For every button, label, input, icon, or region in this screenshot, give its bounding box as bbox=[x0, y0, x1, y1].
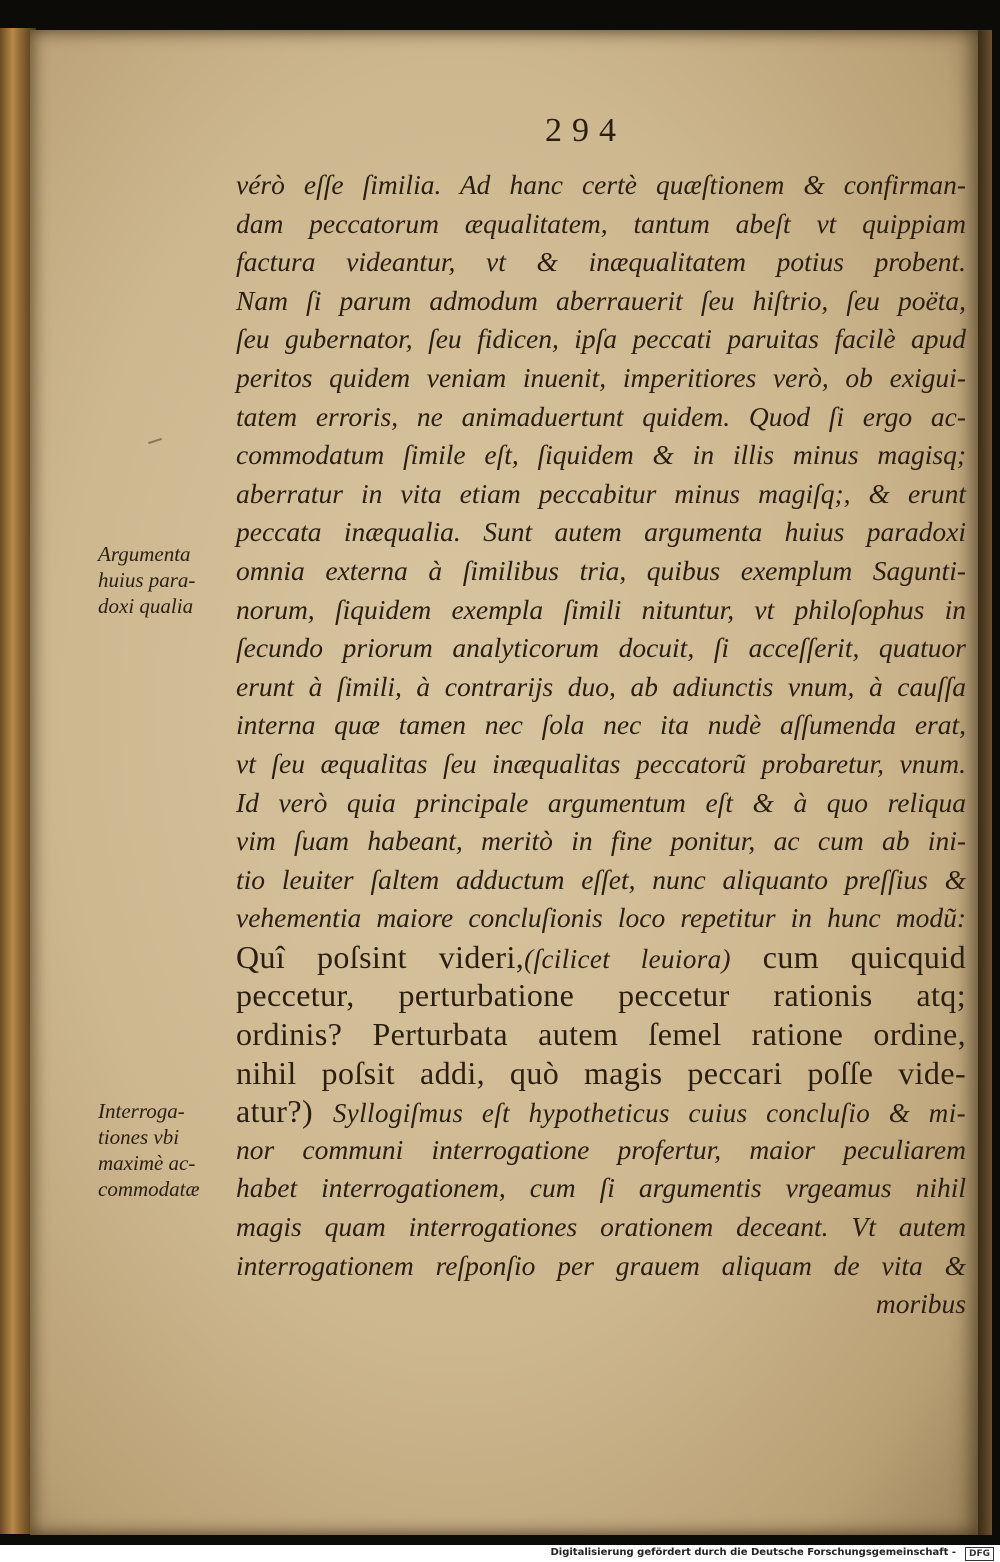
footer-credit: Digitalisierung gefördert durch die Deutsche Forschungsgemeinschaft - bbox=[550, 1547, 956, 1558]
margin-note-line: commodatæ bbox=[98, 1177, 200, 1201]
text-line: nor communi interrogatione profertur, maior peculiarem bbox=[236, 1133, 966, 1165]
text-line: vehementia maiore concluſionis loco repetitur in hunc modũ: bbox=[236, 902, 966, 934]
text-line: ſeu gubernator, ſeu fidicen, ipſa peccati paruitas facilè apud bbox=[236, 323, 966, 355]
text-line: omnia externa à ſimilibus tria, quibus exemplum Sagunti- bbox=[236, 554, 966, 586]
text-line: commodatum ſimile eſt, ſiquidem & in illis minus magisq; bbox=[236, 439, 966, 471]
text-line: magis quam interrogationes orationem deceant. Vt autem bbox=[236, 1211, 966, 1243]
margin-note-line: doxi qualia bbox=[98, 594, 194, 618]
text-line: Id verò quia principale argumentum eſt & à quo reliqua bbox=[236, 786, 966, 818]
margin-note-line: tiones vbi bbox=[98, 1125, 180, 1149]
text-line: vérò eſſe ſimilia. Ad hanc certè quæſtionem & confirman- bbox=[236, 169, 966, 200]
quote-aside: (ſcilicet leuiora) bbox=[524, 943, 731, 974]
page-number: 294 bbox=[545, 112, 626, 149]
margin-note-interrogationes bbox=[98, 1098, 238, 1202]
margin-note-line: Interroga- bbox=[98, 1099, 185, 1123]
quote-text: cum quicquid bbox=[730, 938, 966, 975]
text-line: aberratur in vita etiam peccabitur minus magiſq;, & erunt bbox=[236, 477, 966, 509]
footer-bar bbox=[0, 1545, 1000, 1562]
margin-note-line: huius para- bbox=[98, 568, 196, 592]
text-line: tatem erroris, ne animaduertunt quidem. Quod ſi ergo ac- bbox=[236, 400, 966, 432]
margin-note-argumenta bbox=[98, 541, 238, 619]
text-line: ſecundo priorum analyticorum docuit, ſi acceſſerit, quatuor bbox=[236, 632, 966, 664]
text-line: peccata inæqualia. Sunt autem argumenta huius paradoxi bbox=[236, 516, 966, 548]
text-line: norum, ſiquidem exempla ſimili nituntur, vt philoſophus in bbox=[236, 593, 966, 625]
text-line: tio leuiter ſaltem adductum eſſet, nunc aliquanto preſſius & bbox=[236, 863, 966, 895]
text-line: dam peccatorum æqualitatem, tantum abeſt vt quippiam bbox=[236, 207, 966, 239]
quote-line: ordinis? Perturbata autem ſemel ratione ordine, bbox=[236, 1016, 966, 1053]
text-line: interna quæ tamen nec ſola nec ita nudè aſſumenda erat, bbox=[236, 709, 966, 741]
text-line: peritos quidem veniam inuenit, imperitiores verò, ob exigui- bbox=[236, 361, 966, 393]
quote-text: Quî poſsint videri, bbox=[236, 938, 525, 975]
commentary-text: Syllogiſmus eſt hypotheticus cuius concluſio & mi- bbox=[332, 1098, 966, 1129]
text-line: erunt à ſimili, à contrarijs duo, ab adiunctis vnum, à cauſſa bbox=[236, 670, 966, 702]
text-line: habet interrogationem, cum ſi argumentis vrgeamus nihil bbox=[236, 1172, 966, 1204]
text-line: factura videantur, vt & inæqualitatem potius probent. bbox=[236, 246, 966, 278]
body-text bbox=[236, 166, 966, 1324]
quote-line: nihil poſsit addi, quò magis peccari poſſe vide- bbox=[236, 1054, 966, 1091]
text-line: vim ſuam habeant, meritò in fine ponitur, ac cum ab ini- bbox=[236, 825, 966, 857]
dfg-logo[interactable]: DFG bbox=[965, 1547, 994, 1561]
quote-line bbox=[236, 1092, 966, 1131]
margin-note-line: maximè ac- bbox=[98, 1151, 196, 1175]
quote-line bbox=[236, 938, 966, 977]
margin-note-line: Argumenta bbox=[98, 542, 191, 566]
text-line: vt ſeu æqualitas ſeu inæqualitas peccatorũ probaretur, vnum. bbox=[236, 747, 966, 779]
quote-text: atur?) bbox=[236, 1093, 333, 1130]
catchword: moribus bbox=[875, 1288, 966, 1320]
text-line: Nam ſi parum admodum aberrauerit ſeu hiſtrio, ſeu poëta, bbox=[236, 284, 966, 316]
text-line: interrogationem reſponſio per grauem aliquam de vita & bbox=[236, 1249, 966, 1281]
quote-line: peccetur, perturbatione peccetur rationis atq; bbox=[236, 977, 966, 1014]
page-right-shadow bbox=[978, 30, 992, 1535]
